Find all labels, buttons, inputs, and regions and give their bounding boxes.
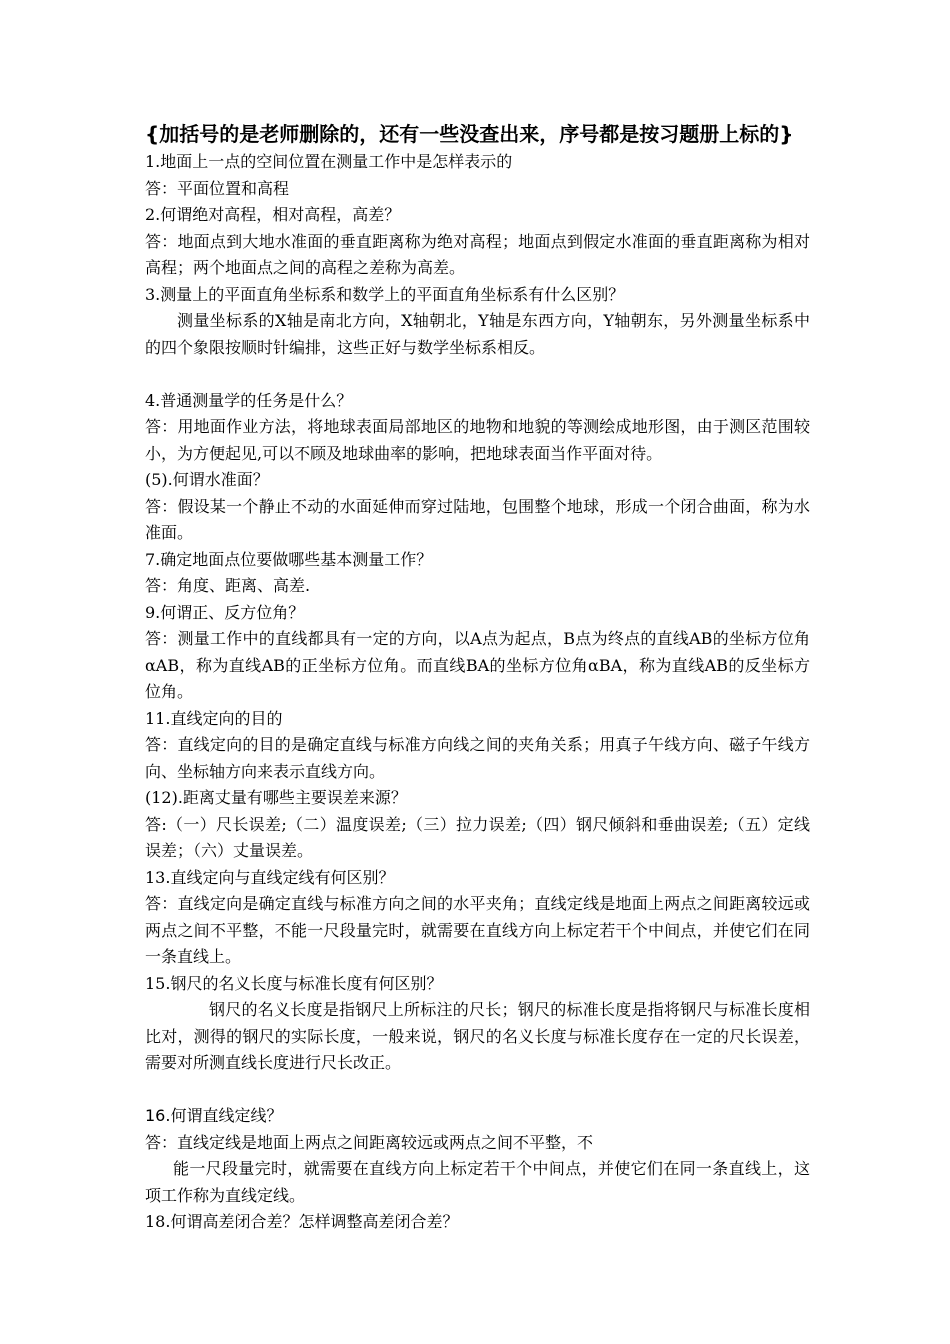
question-4: 4.普通测量学的任务是什么？	[145, 390, 353, 410]
question-18: 18.何谓高差闭合差？怎样调整高差闭合差？	[145, 1212, 459, 1231]
answer-16-part-2: 能一尺段量完时，就需要在直线方向上标定若干个中间点，并使它们在同一条直线上，这项工作称为直线定线。	[145, 1159, 810, 1205]
answer-11: 答：直线定向的目的是确定直线与标准方向线之间的夹角关系；用真子午线方向、磁子午线方向、坐标轴方向来表示直线方向。	[145, 735, 810, 781]
answer-16-part-1: 答：直线定线是地面上两点之间距离较远或两点之间不平整，不	[145, 1132, 594, 1152]
page-heading: {加括号的是老师删除的，还有一些没查出来，序号都是按习题册上标的}	[145, 122, 794, 146]
blank-line	[145, 361, 810, 388]
answer-9: 答：测量工作中的直线都具有一定的方向，以A点为起点，B点为终点的直线AB的坐标方位角 αAB，称为直线AB的正坐标方位角。而直线BA的坐标方位角αBA，称为直线AB的反坐标方位角。	[145, 629, 810, 701]
question-2: 2.何谓绝对高程，相对高程，高差？	[145, 205, 401, 224]
question-3: 3.测量上的平面直角坐标系和数学上的平面直角坐标系有什么区别？	[145, 284, 625, 304]
question-5: (5).何谓水准面？	[145, 470, 269, 489]
question-12: (12).距离丈量有哪些主要误差来源？	[145, 788, 407, 807]
blank-line	[145, 1077, 810, 1104]
question-11: 11.直线定向的目的	[145, 708, 283, 728]
document-page	[145, 122, 810, 1236]
answer-7: 答：角度、距离、高差.	[145, 576, 311, 595]
question-15: 15.钢尺的名义长度与标准长度有何区别？	[145, 973, 443, 993]
answer-15: 钢尺的名义长度是指钢尺上所标注的尺长；钢尺的标准长度是指将钢尺与标准长度相比对，测得的钢尺的实际长度，一般来说，钢尺的名义长度与标准长度存在一定的尺长误差，需要对所测直线长度进行尺长改正。	[145, 1000, 810, 1072]
question-1: 1.地面上一点的空间位置在测量工作中是怎样表示的	[145, 152, 513, 171]
answer-3: 测量坐标系的X轴是南北方向，X轴朝北，Y轴是东西方向，Y轴朝东，另外测量坐标系中的四个象限按顺时针编排，这些正好与数学坐标系相反。	[145, 311, 810, 357]
question-16: 16.何谓直线定线？	[145, 1106, 283, 1125]
question-7: 7.确定地面点位要做哪些基本测量工作？	[145, 549, 433, 569]
answer-2: 答：地面点到大地水准面的垂直距离称为绝对高程；地面点到假定水准面的垂直距离称为相对高程；两个地面点之间的高程之差称为高差。	[145, 231, 810, 277]
question-13: 13.直线定向与直线定线有何区别？	[145, 867, 395, 887]
question-9: 9.何谓正、反方位角？	[145, 602, 305, 622]
answer-4: 答：用地面作业方法，将地球表面局部地区的地物和地貌的等测绘成地形图，由于测区范围较小，为方便起见,可以不顾及地球曲率的影响，把地球表面当作平面对待。	[145, 417, 810, 463]
answer-12: 答:（一）尺长误差;（二）温度误差;（三）拉力误差;（四）钢尺倾斜和垂曲误差;（五）定线误差；（六）丈量误差。	[145, 814, 810, 860]
answer-13: 答：直线定向是确定直线与标准方向之间的水平夹角；直线定线是地面上两点之间距离较远或两点之间不平整，不能一尺段量完时，就需要在直线方向上标定若干个中间点，并使它们在同一条直线上。	[145, 894, 810, 966]
answer-1: 答：平面位置和高程	[145, 178, 290, 198]
answer-5: 答：假设某一个静止不动的水面延伸而穿过陆地，包围整个地球，形成一个闭合曲面，称为水准面。	[145, 496, 810, 542]
